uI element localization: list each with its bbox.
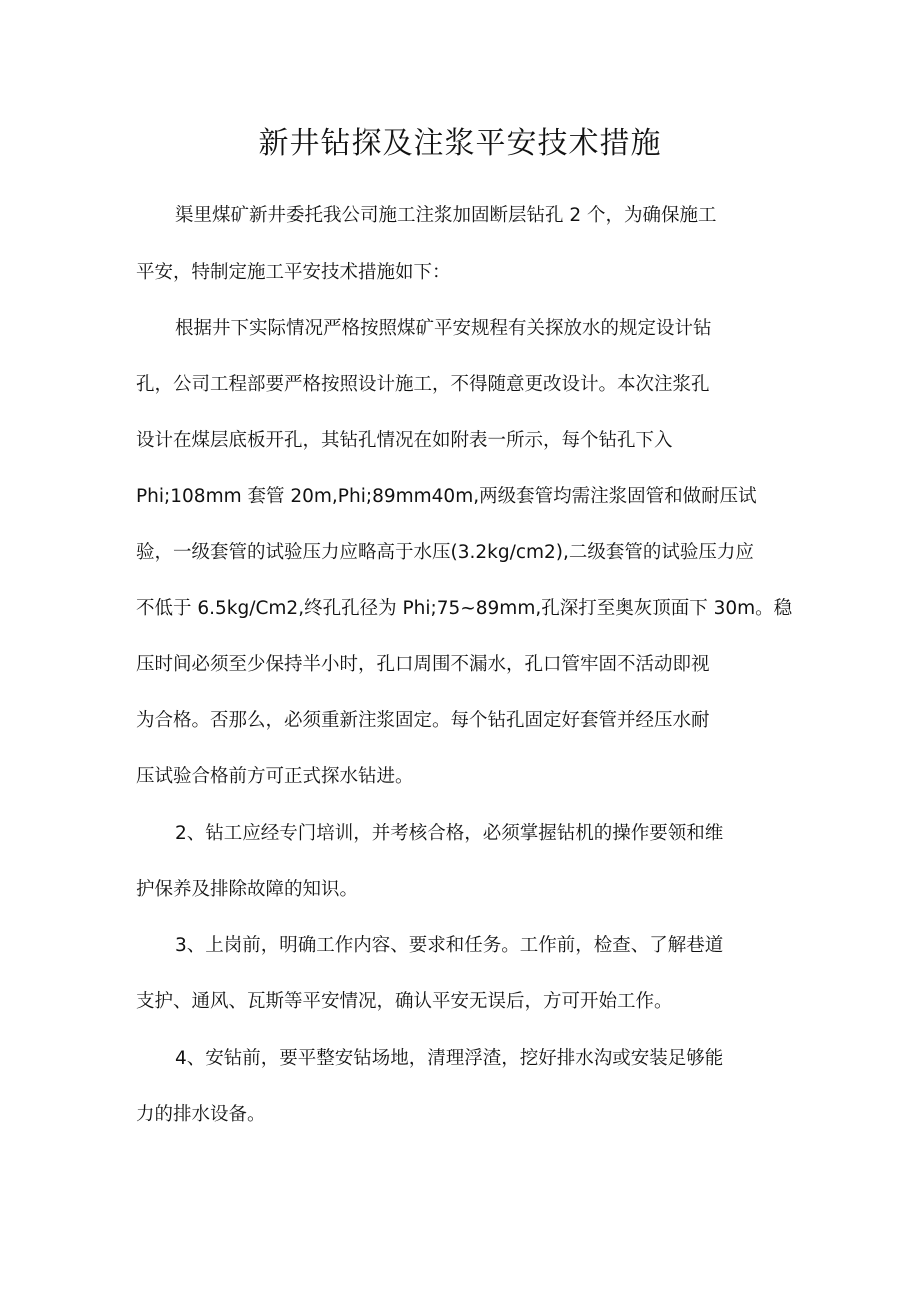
paragraph-5-line-2: 力的排水设备。	[136, 1104, 266, 1125]
paragraph-4-line-2: 支护、通风、瓦斯等平安情况，确认平安无误后，方可开始工作。	[136, 991, 673, 1012]
paragraph-2-line-1: 根据井下实际情况严格按照煤矿平安规程有关探放水的规定设计钻	[175, 318, 712, 339]
paragraph-2-line-5: 验，一级套管的试验压力应略高于水压(3.2kg∕cm2),二级套管的试验压力应	[136, 542, 754, 563]
paragraph-1-line-2: 平安，特制定施工平安技术措施如下：	[136, 262, 451, 283]
paragraph-2-line-4: Phi;108mm 套管 20m,Phi;89mm40m,两级套管均需注浆固管和做耐压试	[136, 486, 757, 507]
paragraph-2-line-2: 孔，公司工程部要严格按照设计施工，不得随意更改设计。本次注浆孔	[136, 374, 710, 395]
document-title: 新井钻探及注浆平安技术措施	[258, 126, 662, 161]
paragraph-2-line-8: 为合格。否那么，必须重新注浆固定。每个钻孔固定好套管并经压水耐	[136, 710, 710, 731]
paragraph-5-line-1: 4、安钻前，要平整安钻场地，清理浮渣，挖好排水沟或安装足够能	[175, 1048, 724, 1069]
paragraph-2-line-3: 设计在煤层底板开孔，其钻孔情况在如附表一所示，每个钻孔下入	[136, 430, 673, 451]
paragraph-2-line-9: 压试验合格前方可正式探水钻进。	[136, 766, 414, 787]
paragraph-1-line-1: 渠里煤矿新井委托我公司施工注浆加固断层钻孔 2 个，为确保施工	[175, 205, 717, 226]
paragraph-2-line-7: 压时间必须至少保持半小时，孔口周围不漏水，孔口管牢固不活动即视	[136, 654, 710, 675]
paragraph-4-line-1: 3、上岗前，明确工作内容、要求和任务。工作前，检查、了解巷道	[175, 935, 724, 956]
paragraph-3-line-2: 护保养及排除故障的知识。	[136, 879, 359, 900]
paragraph-3-line-1: 2、钻工应经专门培训，并考核合格，必须掌握钻机的操作要领和维	[175, 823, 724, 844]
paragraph-2-line-6: 不低于 6.5kg∕Cm2,终孔孔径为 Phi;75~89mm,孔深打至奥灰顶面下 30m。稳	[136, 598, 793, 619]
